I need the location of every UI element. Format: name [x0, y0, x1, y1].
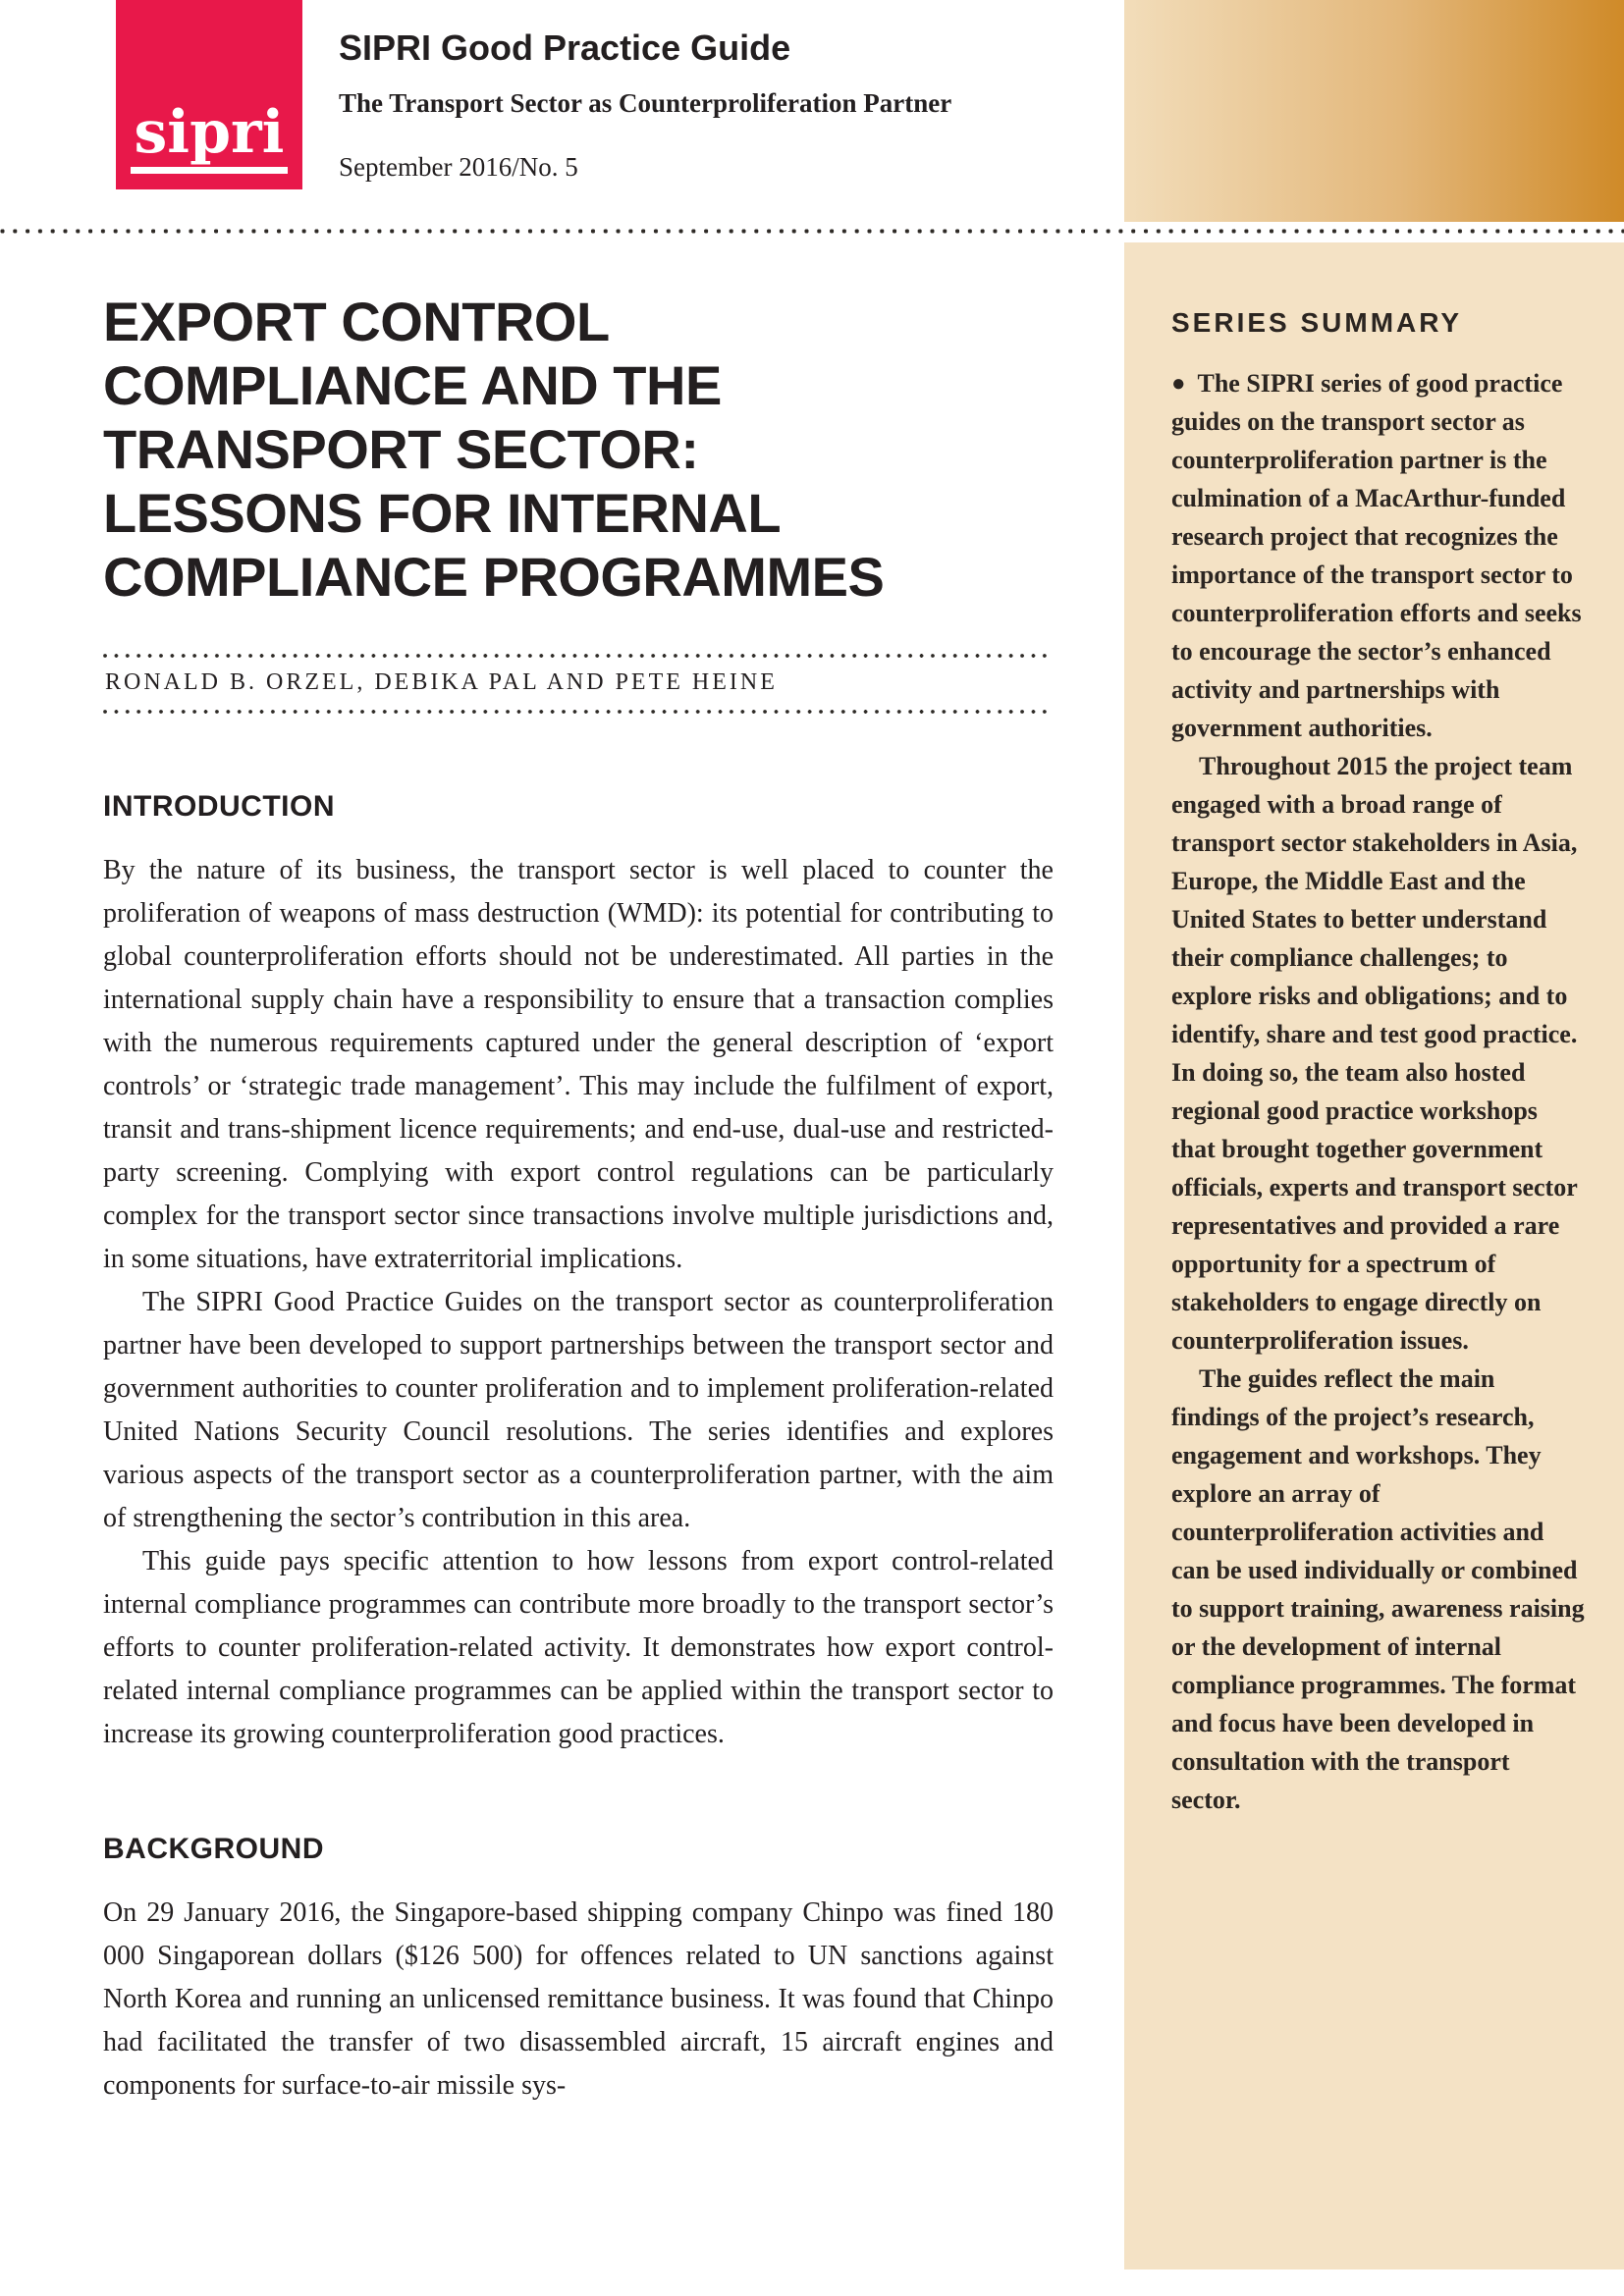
article-title-line: COMPLIANCE PROGRAMMES	[103, 546, 885, 608]
section-heading-introduction: INTRODUCTION	[103, 790, 335, 823]
publication-issue-date: September 2016/No. 5	[339, 152, 578, 182]
article-title	[103, 290, 1054, 609]
introduction-paragraph-3: This guide pays specific attention to how lessons from export control-related internal compliance programmes can contribute more broadly to the transport sector’s efforts to counter proliferation-related activity. It demonstrates how export control-related internal compliance programmes can be applied within the transport sector to increase its growing counterproliferation good practices.	[103, 1546, 1054, 1749]
sipri-logo	[116, 0, 302, 189]
authors-line: RONALD B. ORZEL, DEBIKA PAL AND PETE HEINE	[105, 669, 778, 695]
background-paragraph-1: On 29 January 2016, the Singapore-based shipping company Chinpo was fined 180 000 Singaporean dollars ($126 500) for offences related to UN sanctions against North Korea and running an unlicensed remittance business. It was found that Chinpo had facilitated the transfer of two disassembled aircraft, 15 aircraft engines and components for surface-to-air missile sys-	[103, 1897, 1054, 2101]
introduction-paragraph-2: The SIPRI Good Practice Guides on the transport sector as counterproliferation partner have been developed to support partnerships between the transport sector and government authorities to counter proliferation and to implement proliferation-related United Nations Security Council resolutions. The series identifies and explores various aspects of the transport sector as a counterproliferation partner, with the aim of strengthening the sector’s contribution in this area.	[103, 1287, 1054, 1533]
article-title-line: LESSONS FOR INTERNAL	[103, 482, 782, 544]
dotted-divider-authors-bottom	[103, 710, 1054, 714]
sidebar-paragraph-2: Throughout 2015 the project team engaged with a broad range of transport sector stakeholders in Asia, Europe, the Middle East and the United States to better understand their compliance challenges; to explore risks and obligations; and to identify, share and test good practice. In doing so, the team also hosted regional good practice workshops that brought together government officials, experts and transport sector representatives and provided a rare opportunity for a spectrum of stakeholders to engage directly on counterproliferation issues.	[1171, 752, 1578, 1355]
sidebar-paragraph-3: The guides reflect the main findings of the project’s research, engagement and workshops. They explore an array of counterproliferation activities and can be used individually or combined to support training, awareness raising or the development of internal compliance programmes. The format and focus have been developed in consultation with the transport sector.	[1171, 1364, 1585, 1814]
authors-block	[103, 654, 1054, 714]
series-summary-sidebar	[1124, 242, 1624, 2269]
sidebar-paragraph-1	[1171, 364, 1585, 747]
introduction-paragraph-1: By the nature of its business, the transport sector is well placed to counter the proliferation of weapons of mass destruction (WMD): its potential for contributing to global counterproliferation efforts should not be underestimated. All parties in the international supply chain have a responsibility to ensure that a transaction complies with the numerous requirements captured under the general description of ‘export controls’ or ‘strategic trade management’. This may include the fulfilment of export, transit and trans-shipment licence requirements; and end-use, dual-use and restricted-party screening. Complying with export control regulations can be particularly complex for the transport sector since transactions involve multiple jurisdictions and, in some situations, have extraterritorial implications.	[103, 855, 1054, 1274]
article-title-line: TRANSPORT SECTOR:	[103, 418, 699, 480]
publication-subtitle: The Transport Sector as Counterproliferation Partner	[339, 88, 952, 118]
publication-title: SIPRI Good Practice Guide	[339, 27, 791, 68]
article-title-line: EXPORT CONTROL	[103, 291, 610, 352]
bullet-icon: ●	[1171, 371, 1186, 397]
article-title-line: COMPLIANCE AND THE	[103, 354, 722, 416]
sidebar-paragraph-1-text: The SIPRI series of good practice guides on the transport sector as counterproliferation partner is the culmination of a MacArthur-funded research project that recognizes the importance of the transport sector to counterproliferation efforts and seeks to encourage the sector’s enhanced activity and partnerships with government authorities.	[1171, 369, 1582, 742]
sipri-logo-text: sipri	[131, 103, 289, 174]
main-column	[103, 229, 1054, 2108]
decorative-oval-pattern	[1124, 0, 1624, 222]
section-heading-background: BACKGROUND	[103, 1833, 324, 1865]
sidebar-heading: SERIES SUMMARY	[1171, 307, 1463, 338]
